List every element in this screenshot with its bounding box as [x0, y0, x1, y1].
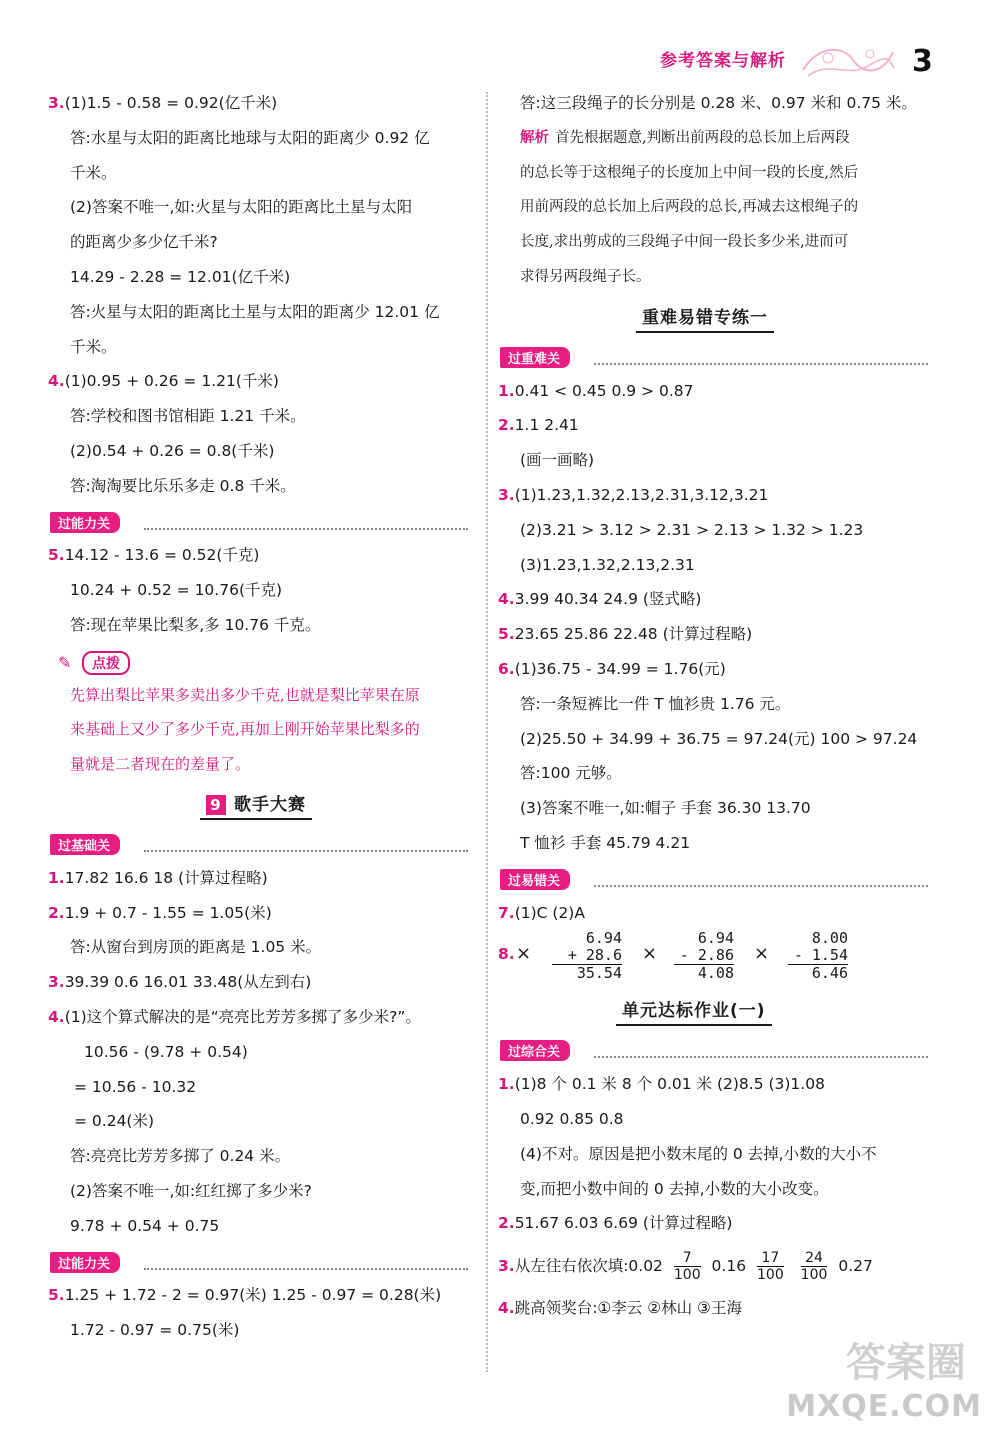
answer-line: 的距离少多少亿千米?	[70, 233, 218, 252]
answer-line: 答:这三段绳子的长分别是 0.28 米、0.97 米和 0.75 米。	[520, 94, 917, 112]
answer-line: 4.跳高领奖台:①李云 ②林山 ③王海	[498, 1299, 742, 1318]
tip-line: 量就是二者现在的差量了。	[70, 755, 251, 774]
section-title: 重难易错专练一	[636, 303, 774, 333]
wrong-mark: ×	[754, 943, 770, 965]
answer-line: 3.从左往右依次填:0.02 $\frac{7}{100}$ 0.16 $\frac{17}{100}$ $\frac{24}{100}$ 0.27	[498, 1250, 873, 1284]
answer-line: 5.23.65 25.86 22.48 (计算过程略)	[498, 625, 753, 644]
answer-line: T 恤衫 手套 45.79 4.21	[520, 833, 691, 852]
answer-line: 3.(1)1.23,1.32,2.13,2.31,3.12,3.21	[498, 485, 769, 504]
tip-line: 来基础上又少了多少千克,再加上刚开始苹果比梨多的	[70, 720, 420, 739]
answer-line: 5.14.12 - 13.6 = 0.52(千克)	[48, 546, 260, 565]
answer-line: 答:淘淘要比乐乐多走 0.8 千米。	[70, 476, 296, 495]
level-bar	[498, 861, 938, 896]
left-column	[48, 86, 478, 1348]
answer-line: 答:一条短裤比一件 T 恤衫贵 1.76 元。	[520, 694, 791, 713]
answer-line: 1.0.41 < 0.45 0.9 > 0.87	[498, 381, 694, 400]
section-heading	[498, 988, 938, 1032]
level-label: 过综合关	[500, 1040, 570, 1061]
vertical-calc: 8.00 - 1.54 6.46	[788, 930, 848, 982]
analysis-label: 解析	[520, 128, 549, 146]
analysis-line: 用前两段的总长加上后两段的总长,再减去这根绳子的	[520, 199, 859, 216]
level-label: 过基础关	[50, 834, 120, 855]
answer-line: 3.(1)1.5 - 0.58 = 0.92(亿千米)	[48, 94, 278, 112]
answer-line: (2)答案不唯一,如:红红掷了多少米?	[70, 1181, 312, 1200]
answer-line: 答:水星与太阳的距离比地球与太阳的距离少 0.92 亿	[70, 128, 430, 147]
tip-label: 点拨	[82, 651, 130, 675]
answer-line: 14.29 - 2.28 = 12.01(亿千米)	[70, 267, 291, 286]
analysis-line: 长度,求出剪成的三段绳子中间一段长多少米,进而可	[520, 234, 849, 251]
answer-line: 1.(1)8 个 0.1 米 8 个 0.01 米 (2)8.5 (3)1.08	[498, 1075, 825, 1094]
answer-line: (3)1.23,1.32,2.13,2.31	[520, 555, 695, 574]
answer-line: 2.1.9 + 0.7 - 1.55 = 1.05(米)	[48, 903, 272, 922]
watermark-text: MXQE.COM	[786, 1389, 982, 1424]
answer-line: (2)3.21 > 3.12 > 2.31 > 2.13 > 1.32 > 1.23	[520, 520, 864, 539]
answer-line: 千米。	[70, 337, 117, 356]
answer-line: 9.78 + 0.54 + 0.75	[70, 1216, 220, 1235]
answer-line: 4.3.99 40.34 24.9 (竖式略)	[498, 590, 702, 609]
page-number: 3	[912, 44, 933, 79]
column-divider	[486, 92, 488, 1372]
section-heading	[48, 782, 478, 826]
fraction: $\frac{24}{100}$	[800, 1250, 828, 1284]
answer-line: 4.(1)0.95 + 0.26 = 1.21(千米)	[48, 372, 279, 391]
section-heading	[498, 295, 938, 339]
answer-line: 4.(1)这个算式解决的是“亮亮比芳芳多掷了多少米?”。	[48, 1007, 421, 1026]
answer-line: (3)答案不唯一,如:帽子 手套 36.30 13.70	[520, 799, 811, 818]
answer-line: 10.24 + 0.52 = 10.76(千克)	[70, 581, 283, 600]
level-bar	[48, 826, 478, 861]
answer-line: 答:现在苹果比梨多,多 10.76 千克。	[70, 615, 321, 634]
level-bar	[48, 1244, 478, 1279]
decorative-swirl-icon	[798, 40, 898, 82]
vertical-calculations	[498, 930, 938, 988]
watermark-logo: 答案圈	[846, 1340, 966, 1386]
answer-line: 5.1.25 + 1.72 - 2 = 0.97(米) 1.25 - 0.97 = 0.28(米)	[48, 1286, 442, 1305]
level-label: 过重难关	[500, 347, 570, 368]
level-label: 过能力关	[50, 1252, 120, 1273]
right-column	[498, 86, 938, 1326]
answer-line: 答:100 元够。	[520, 764, 622, 783]
vertical-calc: 6.94 + 28.6 35.54	[552, 930, 622, 982]
level-bar	[48, 504, 478, 539]
fraction: $\frac{17}{100}$	[757, 1250, 784, 1284]
answer-line: 6.(1)36.75 - 34.99 = 1.76(元)	[498, 659, 726, 678]
answer-line: 2.1.1 2.41	[498, 416, 579, 435]
section-number-badge: 9	[206, 795, 226, 815]
section-title: 歌手大赛	[234, 794, 306, 815]
wrong-mark: ×	[642, 943, 658, 965]
question-number: 8.	[498, 945, 515, 964]
answer-line: 答:从窗台到房顶的距离是 1.05 米。	[70, 938, 322, 957]
answer-line: (画一画略)	[520, 451, 595, 470]
answer-line: = 0.24(米)	[74, 1112, 155, 1131]
answer-line: (4)不对。原因是把小数末尾的 0 去掉,小数的大小不	[520, 1144, 877, 1163]
pen-icon: ✎	[58, 652, 72, 672]
answer-line: (2)0.54 + 0.26 = 0.8(千米)	[70, 441, 275, 460]
header-title: 参考答案与解析	[660, 51, 786, 71]
answer-line: 变,而把小数中间的 0 去掉,小数的大小改变。	[520, 1179, 829, 1198]
vertical-calc: 6.94 - 2.86 4.08	[674, 930, 734, 982]
answer-line: 7.(1)C (2)A	[498, 903, 585, 922]
level-label: 过易错关	[500, 869, 570, 890]
tip-line: 先算出梨比苹果多卖出多少千克,也就是梨比苹果在原	[70, 685, 420, 704]
answer-line: 2.51.67 6.03 6.69 (计算过程略)	[498, 1214, 733, 1233]
answer-line: 千米。	[70, 163, 117, 182]
tip-heading	[48, 643, 478, 678]
answer-line: (2)25.50 + 34.99 + 36.75 = 97.24(元) 100 > 97.24	[520, 729, 918, 748]
answer-line: 1.72 - 0.97 = 0.75(米)	[70, 1321, 240, 1340]
answer-line: 答:火星与太阳的距离比土星与太阳的距离少 12.01 亿	[70, 302, 440, 321]
wrong-mark: ×	[516, 943, 532, 965]
level-bar	[498, 1032, 938, 1067]
answer-line: 答:学校和图书馆相距 1.21 千米。	[70, 407, 306, 426]
answer-line: = 10.56 - 10.32	[74, 1077, 197, 1096]
answer-line: 10.56 - (9.78 + 0.54)	[84, 1042, 248, 1061]
level-label: 过能力关	[50, 512, 120, 533]
answer-line: 1.17.82 16.6 18 (计算过程略)	[48, 868, 268, 887]
answer-line: 0.92 0.85 0.8	[520, 1109, 624, 1128]
answer-line: 答:亮亮比芳芳多掷了 0.24 米。	[70, 1147, 291, 1166]
section-title: 单元达标作业(一)	[616, 996, 772, 1026]
fraction: $\frac{7}{100}$	[673, 1250, 701, 1284]
analysis-line: 求得另两段绳子长。	[520, 268, 651, 285]
analysis-line: 的总长等于这根绳子的长度加上中间一段的长度,然后	[520, 164, 859, 181]
answer-line: (2)答案不唯一,如:火星与太阳的距离比土星与太阳	[70, 198, 413, 217]
answer-line: 3.39.39 0.6 16.01 33.48(从左到右)	[48, 973, 312, 992]
level-bar	[498, 339, 938, 374]
analysis-line: 解析 首先根据题意,判断出前两段的总长加上后两段	[520, 128, 850, 146]
